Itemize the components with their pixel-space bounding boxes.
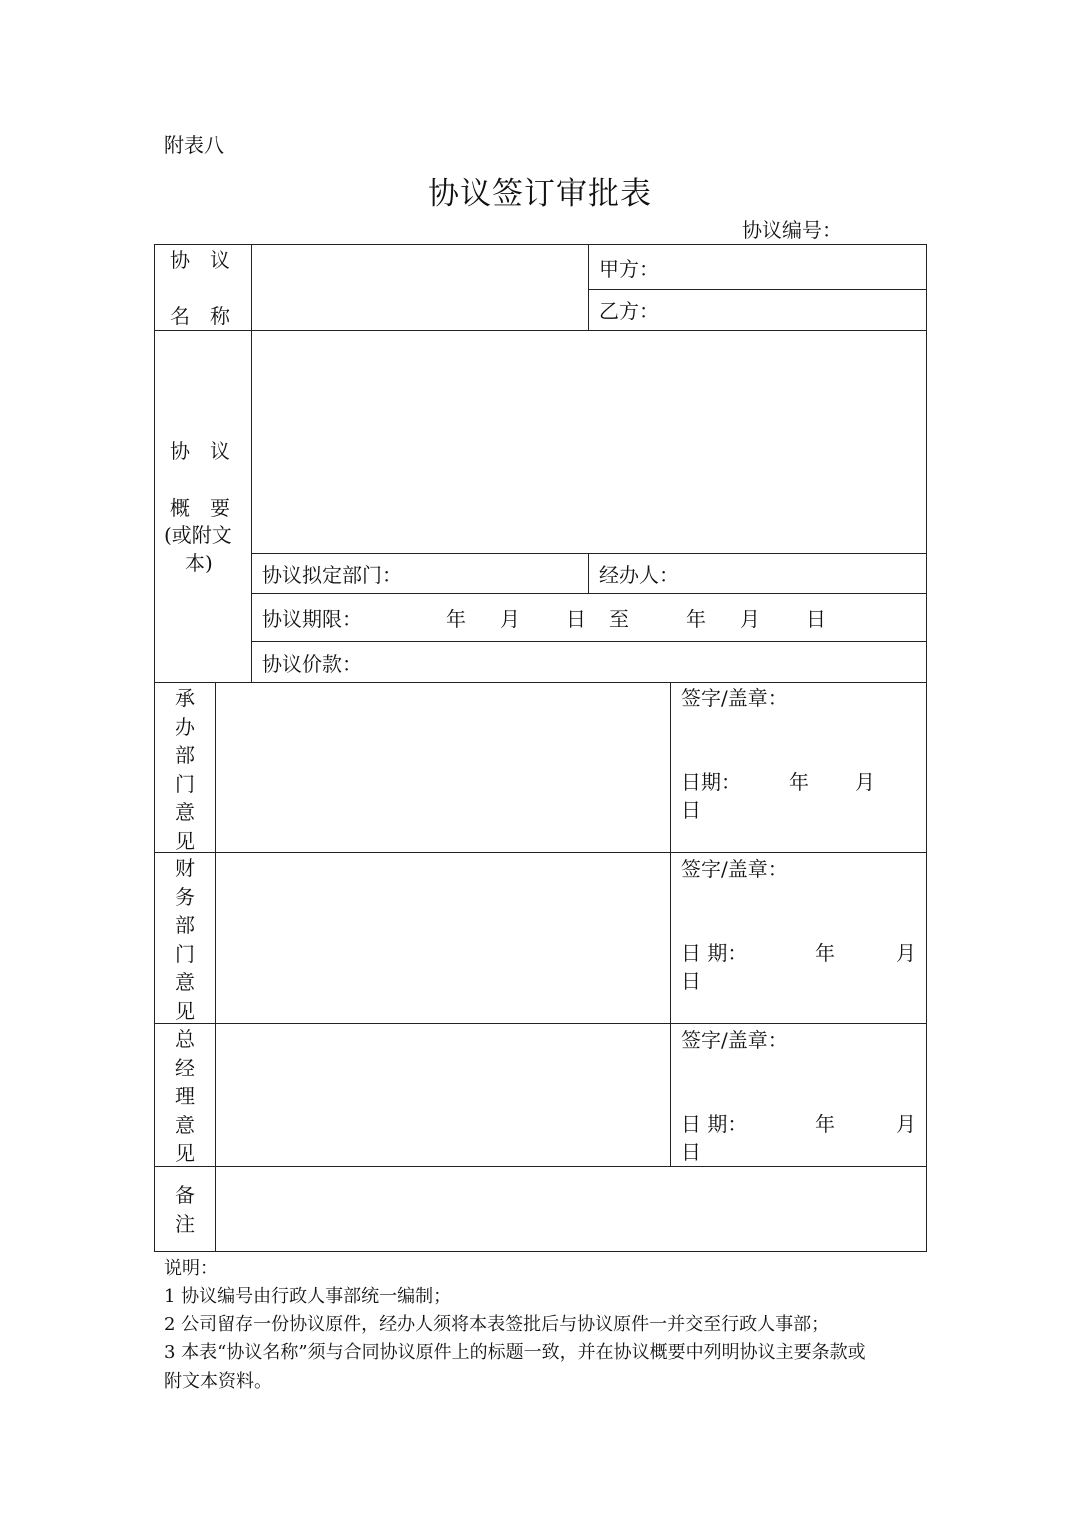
notes-heading: 说明： — [164, 1258, 218, 1279]
term-label: 协议期限： — [262, 607, 362, 631]
page-title: 协议签订审批表 — [428, 176, 652, 212]
agreement-name-label-line2: 名 称 — [170, 304, 230, 328]
table-line — [154, 244, 927, 245]
table-line — [154, 852, 927, 853]
term-month-start: 月 — [500, 607, 520, 631]
general-manager-year: 年 — [815, 1112, 835, 1136]
handler-label: 经办人： — [599, 563, 679, 587]
term-year-start: 年 — [446, 607, 466, 631]
table-line — [588, 553, 589, 593]
agreement-number-label: 协议编号： — [742, 218, 842, 242]
table-line — [670, 682, 671, 1166]
term-month-end: 月 — [740, 607, 760, 631]
finance-dept-date-label: 日 期： — [681, 941, 748, 965]
finance-dept-opinion-label: 财务部门意见 — [175, 856, 195, 1023]
handling-dept-year: 年 — [789, 770, 809, 794]
term-year-end: 年 — [686, 607, 706, 631]
note-item-3: 3 本表“协议名称”须与合同协议原件上的标题一致，并在协议概要中列明协议主要条款或 — [164, 1342, 866, 1363]
agreement-name-label-line1: 协 议 — [170, 248, 230, 272]
summary-label-line4: 本) — [185, 551, 213, 575]
table-line — [154, 330, 927, 331]
term-day-end: 日 — [806, 607, 826, 631]
table-line — [251, 244, 252, 682]
summary-label-line1: 协 议 — [170, 439, 230, 463]
finance-dept-sign-label: 签字/盖章： — [681, 857, 788, 881]
handling-dept-sign-label: 签字/盖章： — [681, 686, 788, 710]
general-manager-sign-label: 签字/盖章： — [681, 1028, 788, 1052]
summary-label-line2: 概 要 — [170, 496, 230, 520]
table-line — [251, 553, 927, 554]
table-line — [154, 1251, 927, 1252]
finance-dept-day: 日 — [681, 969, 701, 993]
table-line — [251, 593, 927, 594]
table-line — [588, 289, 927, 290]
handling-dept-opinion-label: 承办部门意见 — [175, 686, 195, 853]
table-line — [215, 682, 216, 1251]
table-line — [588, 244, 589, 330]
party-a-label: 甲方： — [599, 257, 659, 281]
note-item-1: 1 协议编号由行政人事部统一编制； — [164, 1286, 452, 1307]
general-manager-date-label: 日 期： — [681, 1112, 748, 1136]
remarks-label: 备注 — [175, 1183, 195, 1236]
finance-dept-month: 月 — [896, 941, 916, 965]
general-manager-day: 日 — [681, 1140, 701, 1164]
note-item-4: 附文本资料。 — [164, 1371, 272, 1392]
drafting-dept-label: 协议拟定部门： — [262, 563, 402, 587]
term-day-start: 日 — [566, 607, 586, 631]
handling-dept-month: 月 — [855, 770, 875, 794]
table-line — [154, 1023, 927, 1024]
price-label: 协议价款： — [262, 652, 362, 676]
finance-dept-year: 年 — [815, 941, 835, 965]
handling-dept-day: 日 — [681, 798, 701, 822]
general-manager-opinion-label: 总经理意见 — [175, 1027, 195, 1165]
note-item-2: 2 公司留存一份协议原件，经办人须将本表签批后与协议原件一并交至行政人事部； — [164, 1314, 830, 1335]
table-line — [154, 244, 155, 1251]
table-line — [154, 682, 927, 683]
table-line — [154, 1166, 927, 1167]
term-to: 至 — [609, 607, 629, 631]
party-b-label: 乙方： — [599, 299, 659, 323]
general-manager-month: 月 — [896, 1112, 916, 1136]
table-line — [251, 641, 927, 642]
handling-dept-date-label: 日期： — [681, 770, 741, 794]
summary-label-line3: (或附文 — [164, 523, 232, 547]
table-line — [926, 244, 927, 1251]
attachment-label: 附表八 — [164, 133, 224, 157]
